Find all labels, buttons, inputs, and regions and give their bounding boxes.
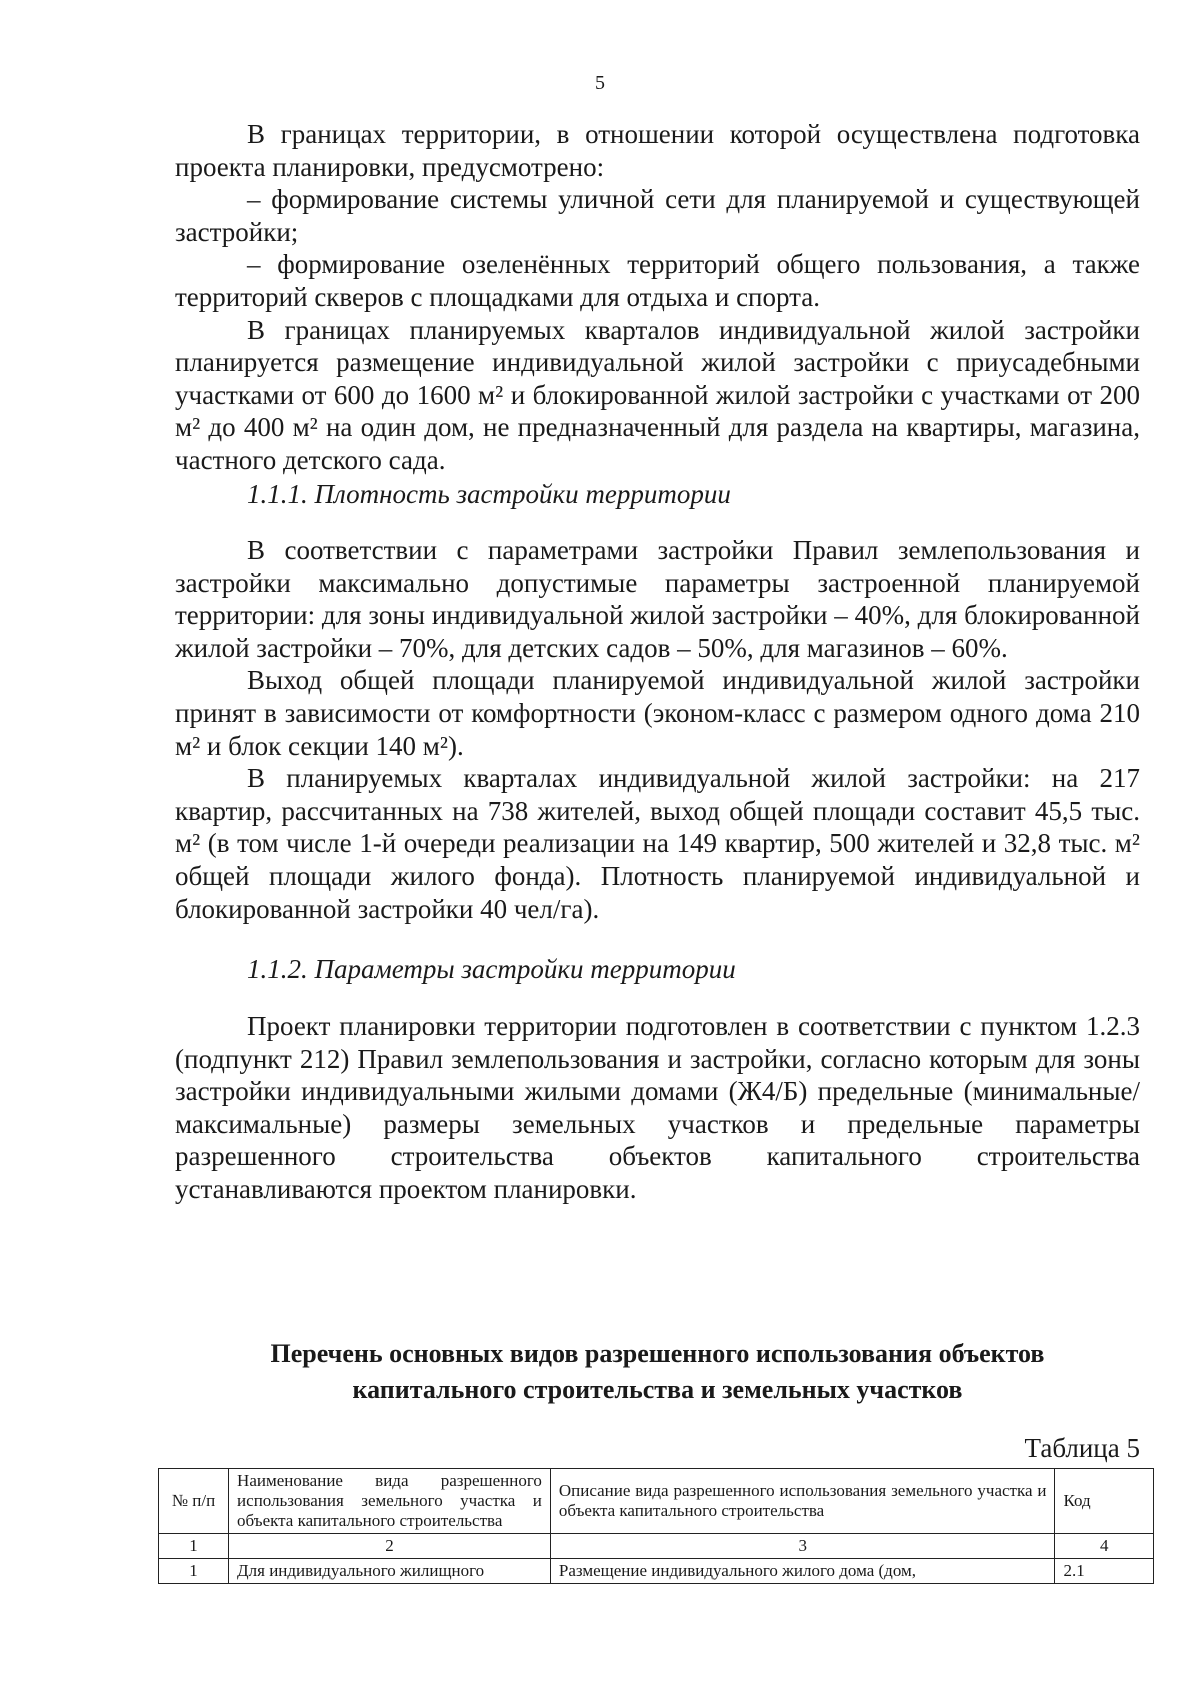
header-name: Наименование вида разрешенного использования земельного участка и объекта капитального строительства [229,1469,551,1534]
column-number: 1 [159,1534,229,1559]
table-caption: Таблица 5 [1024,1433,1140,1463]
section-1-1-1 [175,478,1140,510]
list-title-line-2: капитального строительства и земельных участков [352,1375,963,1404]
intro-paragraph-2: В границах планируемых кварталов индивидуальной жилой застройки планируется размещение индивидуальной жилой застройки с приусадебными участками от 600 до 1600 м² и блокированной жилой застройки с участками от 200 м² до 400 м² на один дом, не предназначенный для раздела на квартиры, магазина, частного детского сада. [175,314,1140,475]
column-number: 4 [1055,1534,1154,1559]
intro-paragraph-1: В границах территории, в отношении которой осуществлена подготовка проекта планировки, предусмотрено: [175,119,1140,182]
density-paragraph-2: Выход общей площади планируемой индивидуальной жилой застройки принят в зависимости от комфортности (эконом-класс с размером одного дома 210 м² и блок секции 140 м²). [175,665,1140,761]
row-no: 1 [159,1559,229,1584]
row-code: 2.1 [1055,1559,1154,1584]
header-no: № п/п [159,1469,229,1534]
permitted-use-table [158,1468,1154,1584]
column-number: 3 [550,1534,1055,1559]
list-title-line-1: Перечень основных видов разрешенного использования объектов [270,1339,1045,1368]
section-1-1-1-body [175,534,1140,925]
page-number: 5 [595,72,605,94]
density-paragraph-1: В соответствии с параметрами застройки Правил землепользования и застройки максимально допустимые параметры застроенной планируемой территории: для зоны индивидуальной жилой застройки – 40%, для блокированной жилой застройки – 70%, для детских садов – 50%, для магазинов – 60%. [175,535,1140,663]
column-number: 2 [229,1534,551,1559]
section-1-1-1-heading: 1.1.1. Плотность застройки территории [247,479,731,509]
header-code: Код [1055,1469,1154,1534]
intro-list-item-1: – формирование системы уличной сети для планируемой и существующей застройки; [175,184,1140,247]
table-header-row [159,1469,1154,1534]
table-row [159,1559,1154,1584]
section-1-1-2-heading: 1.1.2. Параметры застройки территории [247,954,736,984]
intro-list-item-2: – формирование озеленённых территорий общего пользования, а также территорий скверов с площадками для отдыха и спорта. [175,249,1140,312]
section-1-1-2 [175,953,1140,985]
intro-block [175,118,1140,477]
list-title [175,1336,1140,1408]
column-number-row [159,1534,1154,1559]
density-paragraph-3: В планируемых кварталах индивидуальной жилой застройки: на 217 квартир, рассчитанных на 738 жителей, выход общей площади составит 45,5 тыс. м² (в том числе 1-й очереди реализации на 149 квартир, 500 жителей и 32,8 тыс. м² общей площади жилого фонда). Плотность планируемой индивидуальной и блокированной застройки 40 чел/га). [175,763,1140,924]
row-name: Для индивидуального жилищного [229,1559,551,1584]
header-description: Описание вида разрешенного использования земельного участка и объекта капитального строительства [550,1469,1055,1534]
section-1-1-2-body [175,1010,1140,1206]
parameters-paragraph-1: Проект планировки территории подготовлен в соответствии с пунктом 1.2.3 (подпункт 212) Правил землепользования и застройки, согласно которым для зоны застройки индивидуальными жилыми домами (Ж4/Б) предельные (минимальные/максимальные) размеры земельных участков и предельные параметры разрешенного строительства объектов капитального строительства устанавливаются проектом планировки. [175,1011,1140,1204]
row-description: Размещение индивидуального жилого дома (дом, [550,1559,1055,1584]
